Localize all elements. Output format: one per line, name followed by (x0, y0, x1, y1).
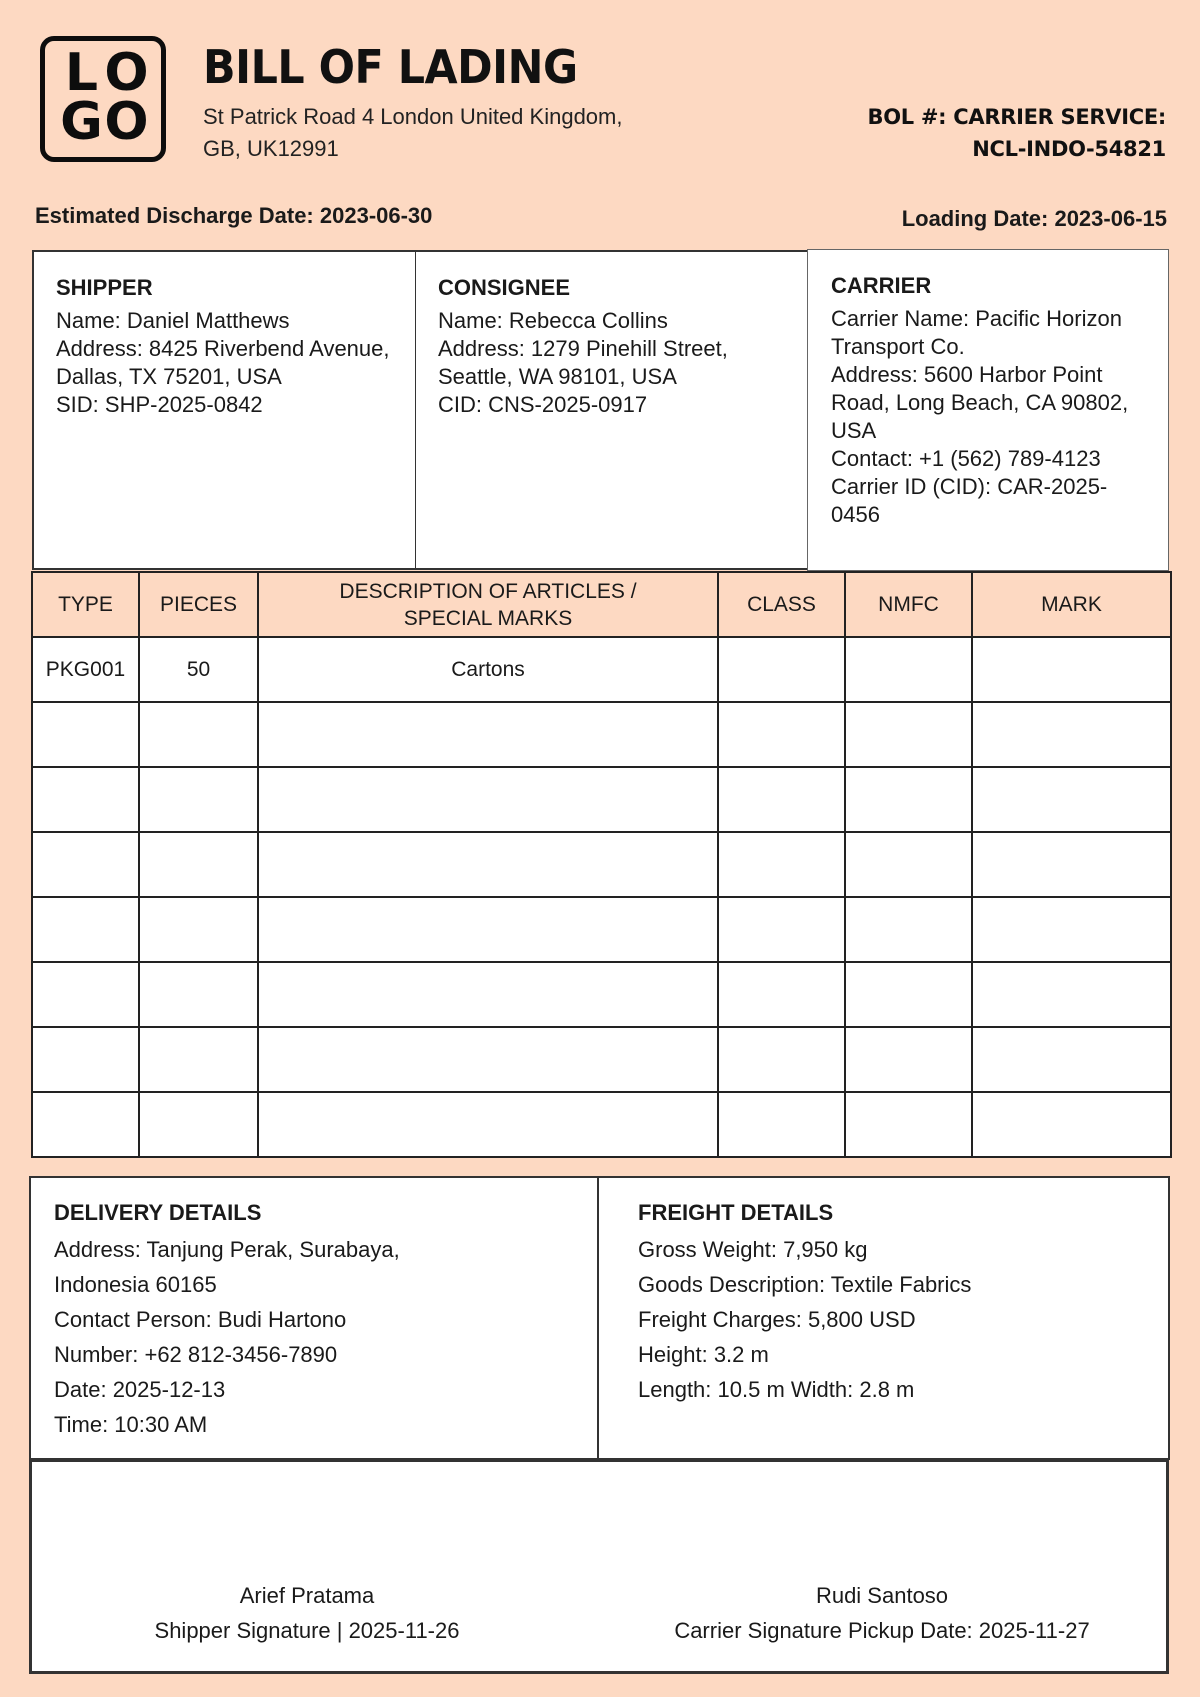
cell-description (258, 702, 718, 767)
delivery-heading: DELIVERY DETAILS (54, 1200, 262, 1225)
cell-description (258, 1027, 718, 1092)
shipper-name: Name: Daniel Matthews (56, 308, 290, 333)
cell-nmfc (845, 767, 972, 832)
loading-date: Loading Date: 2023-06-15 (901, 206, 1167, 231)
freight-heading: FREIGHT DETAILS (638, 1200, 834, 1225)
cell-mark (972, 1092, 1171, 1157)
consignee-id: CID: CNS-2025-0917 (438, 392, 648, 417)
cell-type: PKG001 (32, 637, 139, 702)
freight-height: Height: 3.2 m (638, 1342, 769, 1367)
cell-nmfc (845, 832, 972, 897)
cell-pieces (139, 702, 258, 767)
shipper-id: SID: SHP-2025-0842 (56, 392, 263, 417)
consignee-section (415, 250, 809, 570)
shipper-signer-name: Arief Pratama (239, 1583, 375, 1608)
table-row (32, 702, 1171, 767)
freight-details-section (597, 1176, 1170, 1460)
cell-type (32, 767, 139, 832)
cell-description (258, 832, 718, 897)
logo-letter: L (64, 43, 99, 103)
carrier-contact: Contact: +1 (562) 789-4123 (831, 446, 1101, 471)
cell-pieces (139, 767, 258, 832)
cell-class (718, 1027, 845, 1092)
carrier-signer-name: Rudi Santoso (815, 1583, 949, 1608)
column-header-description-label: DESCRIPTION OF ARTICLES / SPECIAL MARKS (339, 579, 637, 630)
table-row (32, 767, 1171, 832)
consignee-name: Name: Rebecca Collins (438, 308, 668, 333)
cell-mark (972, 702, 1171, 767)
company-address-line: St Patrick Road 4 London United Kingdom, (203, 104, 623, 129)
cell-pieces: 50 (139, 637, 258, 702)
cell-description: Cartons (258, 637, 718, 702)
bol-value: NCL-INDO-54821 (972, 137, 1166, 161)
cell-description (258, 897, 718, 962)
cell-description (258, 767, 718, 832)
company-address-line: GB, UK12991 (203, 136, 339, 161)
cell-mark (972, 832, 1171, 897)
consignee-address: Address: 1279 Pinehill Street, Seattle, WA 98101, USA (438, 336, 728, 389)
delivery-date: Date: 2025-12-13 (54, 1377, 226, 1402)
carrier-name: Carrier Name: Pacific Horizon Transport Co. (831, 306, 1122, 359)
freight-gross-weight: Gross Weight: 7,950 kg (638, 1237, 868, 1262)
shipper-section (32, 250, 417, 570)
carrier-signature-caption: Carrier Signature Pickup Date: 2025-11-27 (674, 1618, 1090, 1643)
cell-nmfc (845, 1092, 972, 1157)
document-title: BILL OF LADING (203, 40, 578, 94)
signature-section (29, 1459, 1169, 1674)
delivery-time: Time: 10:30 AM (54, 1412, 208, 1437)
column-header-class: CLASS (718, 572, 845, 637)
cell-type (32, 1092, 139, 1157)
consignee-heading: CONSIGNEE (438, 275, 571, 300)
cell-class (718, 962, 845, 1027)
column-header-pieces: PIECES (139, 572, 258, 637)
carrier-signature (602, 1578, 1162, 1648)
carrier-section (807, 249, 1169, 571)
table-row (32, 832, 1171, 897)
cell-mark (972, 1027, 1171, 1092)
logo-letter: O (104, 92, 149, 152)
cell-mark (972, 767, 1171, 832)
bol-label: BOL #: CARRIER SERVICE: (867, 105, 1166, 129)
table-row (32, 637, 1171, 702)
table-row (32, 962, 1171, 1027)
cell-type (32, 1027, 139, 1092)
delivery-address: Address: Tanjung Perak, Surabaya, Indonesia 60165 (54, 1237, 400, 1297)
cell-pieces (139, 1027, 258, 1092)
cell-nmfc (845, 702, 972, 767)
cell-type (32, 897, 139, 962)
cell-class (718, 1092, 845, 1157)
shipper-signature-caption: Shipper Signature | 2025-11-26 (154, 1618, 460, 1643)
table-row (32, 1092, 1171, 1157)
cell-type (32, 962, 139, 1027)
logo-letter: O (104, 43, 149, 103)
cell-description (258, 962, 718, 1027)
cell-pieces (139, 962, 258, 1027)
cell-description (258, 1092, 718, 1157)
logo-letter: G (60, 92, 103, 152)
cell-pieces (139, 1092, 258, 1157)
table-header-row (32, 572, 1171, 637)
cell-pieces (139, 897, 258, 962)
column-header-mark: MARK (972, 572, 1171, 637)
cell-nmfc (845, 1027, 972, 1092)
shipper-signature (32, 1578, 582, 1648)
estimated-discharge-date: Estimated Discharge Date: 2023-06-30 (35, 203, 433, 228)
cell-nmfc (845, 637, 972, 702)
delivery-contact-person: Contact Person: Budi Hartono (54, 1307, 347, 1332)
carrier-id: Carrier ID (CID): CAR-2025-0456 (831, 474, 1108, 527)
cell-nmfc (845, 897, 972, 962)
cell-class (718, 767, 845, 832)
bol-number (868, 101, 1166, 165)
cell-class (718, 897, 845, 962)
shipper-heading: SHIPPER (56, 275, 153, 300)
column-header-description (258, 572, 718, 637)
cell-mark (972, 897, 1171, 962)
cell-type (32, 832, 139, 897)
carrier-heading: CARRIER (831, 273, 932, 298)
cell-mark (972, 962, 1171, 1027)
cell-nmfc (845, 962, 972, 1027)
delivery-details-section (29, 1176, 599, 1460)
shipper-address: Address: 8425 Riverbend Avenue, Dallas, TX 75201, USA (56, 336, 390, 389)
company-logo (40, 36, 166, 162)
freight-charges: Freight Charges: 5,800 USD (638, 1307, 916, 1332)
table-row (32, 897, 1171, 962)
carrier-address: Address: 5600 Harbor Point Road, Long Beach, CA 90802, USA (831, 362, 1129, 443)
company-address (203, 101, 663, 165)
freight-dimensions: Length: 10.5 m Width: 2.8 m (638, 1377, 915, 1402)
column-header-nmfc: NMFC (845, 572, 972, 637)
cell-class (718, 637, 845, 702)
cell-type (32, 702, 139, 767)
cell-mark (972, 637, 1171, 702)
freight-goods-description: Goods Description: Textile Fabrics (638, 1272, 972, 1297)
items-table (31, 571, 1172, 1158)
column-header-type: TYPE (32, 572, 139, 637)
cell-class (718, 702, 845, 767)
cell-pieces (139, 832, 258, 897)
table-row (32, 1027, 1171, 1092)
delivery-number: Number: +62 812-3456-7890 (54, 1342, 338, 1367)
cell-class (718, 832, 845, 897)
